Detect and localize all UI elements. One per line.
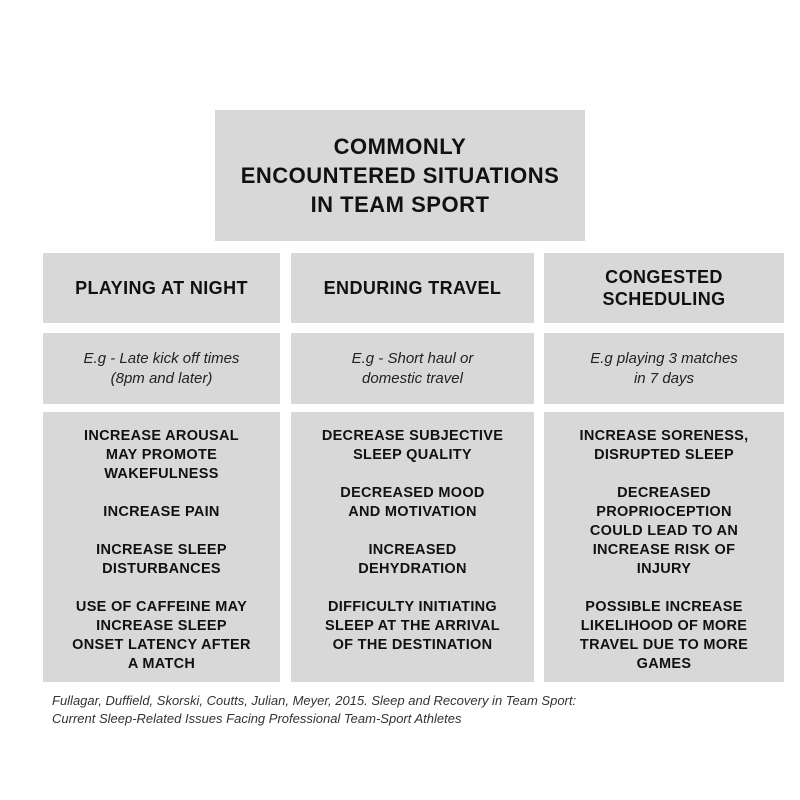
column-example-playing-at-night: E.g - Late kick off times (8pm and later) bbox=[43, 333, 280, 404]
effect-item: INCREASE SORENESS, DISRUPTED SLEEP bbox=[579, 428, 749, 463]
effect-item: USE OF CAFFEINE MAY INCREASE SLEEP ONSET LATENCY AFTER A MATCH bbox=[72, 599, 251, 672]
effect-item: DECREASE SUBJECTIVE SLEEP QUALITY bbox=[321, 428, 504, 463]
column-effects-congested-scheduling bbox=[544, 412, 784, 682]
effect-item: INCREASE PAIN bbox=[103, 504, 220, 520]
citation: Fullagar, Duffield, Skorski, Coutts, Julian, Meyer, 2015. Sleep and Recovery in Team Sport: Current Sleep-Related Issues Facing Professional Team-Sport Athletes bbox=[52, 693, 577, 726]
column-heading-enduring-travel: ENDURING TRAVEL bbox=[291, 253, 534, 323]
diagram-title-box bbox=[215, 110, 585, 241]
effect-item: POSSIBLE INCREASE LIKELIHOOD OF MORE TRAVEL DUE TO MORE GAMES bbox=[579, 599, 749, 672]
effect-item: INCREASE AROUSAL MAY PROMOTE WAKEFULNESS bbox=[84, 428, 239, 482]
effect-item: DIFFICULTY INITIATING SLEEP AT THE ARRIVAL OF THE DESTINATION bbox=[325, 599, 500, 653]
effect-item: DECREASED MOOD AND MOTIVATION bbox=[340, 485, 485, 520]
column-heading-congested-scheduling: CONGESTED SCHEDULING bbox=[544, 253, 784, 323]
column-heading-playing-at-night: PLAYING AT NIGHT bbox=[43, 253, 280, 323]
column-effects-playing-at-night bbox=[43, 412, 280, 682]
column-example-enduring-travel: E.g - Short haul or domestic travel bbox=[291, 333, 534, 404]
effect-item: DECREASED PROPRIOCEPTION COULD LEAD TO AN INCREASE RISK OF INJURY bbox=[589, 485, 739, 577]
column-example-congested-scheduling: E.g playing 3 matches in 7 days bbox=[544, 333, 784, 404]
column-effects-enduring-travel bbox=[291, 412, 534, 682]
effect-item: INCREASE SLEEP DISTURBANCES bbox=[96, 542, 227, 577]
diagram-title: COMMONLY ENCOUNTERED SITUATIONS IN TEAM SPORT bbox=[240, 134, 560, 217]
effect-item: INCREASED DEHYDRATION bbox=[358, 542, 467, 577]
